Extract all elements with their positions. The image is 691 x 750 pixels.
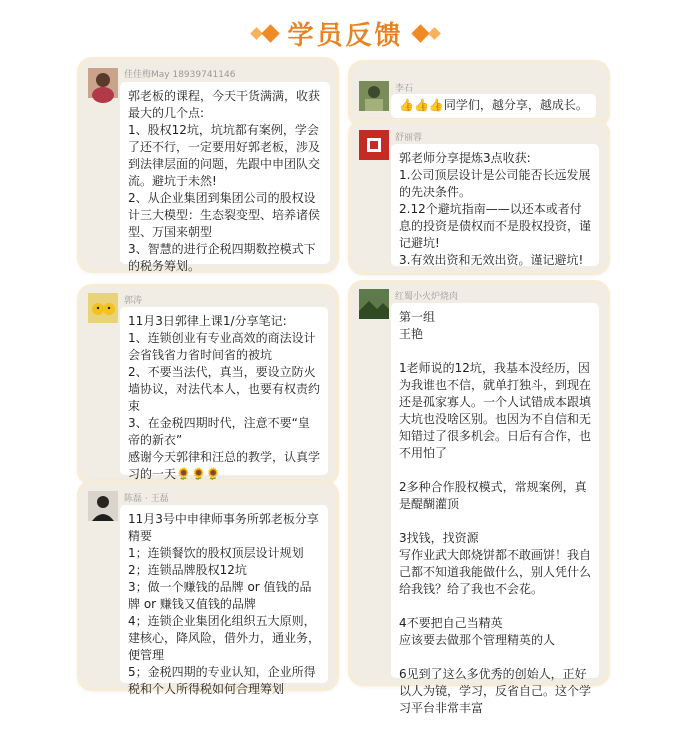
user-name: 李石 <box>395 84 414 94</box>
message-bubble: 👍👍👍同学们，越分享，越成长。 <box>391 94 596 118</box>
page-title: 学员反馈 <box>287 20 404 51</box>
feedback-card-6 <box>80 483 336 696</box>
user-name: 陈磊 · 王磊 <box>124 494 169 504</box>
message-bubble: 11月3号中申律师事务所郭老板分享精要 1；连锁餐饮的股权顶层设计规划 2；连锁品牌股权12坑 3；做一个赚钱的品牌 or 值钱的品牌 or 赚钱又值钱的品牌 4；连锁企业集团化组织五大原则，建核心，降风险，借外力，通业务，便管理 5；金税四期的专业认知，企业所得税和个人所得税如何合理筹划 <box>120 505 328 683</box>
page-header <box>0 0 691 66</box>
avatar <box>359 130 389 160</box>
avatar <box>359 289 389 319</box>
feedback-card-5 <box>351 283 607 715</box>
message-bubble: 11月3日郭律上课1/分享笔记: 1、连锁创业有专业高效的商法设计会省钱省力省时间省的被坑 2、不要当法代，真当，要设立防火墙协议，对法代本人，也要有权责约束 3、在金税四期时代，注意不要“皇帝的新衣” 感谢今天郭律和汪总的教学，认真学习的一天🌻🌻🌻 <box>120 307 328 475</box>
feedback-card-3 <box>351 122 607 272</box>
feedback-card-4 <box>80 287 336 482</box>
user-name: 舒丽蓉 <box>395 133 423 143</box>
message-bubble: 第一组 王艳 1老师说的12坑，我基本没经历，因为我谁也不信，就单打独斗，到现在还是孤家寡人。一个人试错成本跟填大坑也没啥区别。也因为不自信和无知错过了很多机会。日后有合作，也不用怕了 2多种合作股权模式，常规案例，真是醍醐灌顶 3找钱，找资源 写作业武大郎烧饼都不敢画饼！我自己都不知道我能做什么，别人凭什么给我钱？给了我也不会花。 4不要把自己当精英 应该要去做那个管理精英的人 6见到了这么多优秀的创始人，正好以人为镜，学习，反省自己。这个学习平台非常丰富 <box>391 303 599 678</box>
user-name: 红蜀小火炉烧肉 <box>395 292 459 302</box>
user-name: 佳佳梅May 18939741146 <box>124 70 236 80</box>
avatar <box>88 491 118 521</box>
user-name: 郭涛 <box>124 296 143 306</box>
feedback-card-2 <box>351 63 607 125</box>
message-bubble: 郭老师分享提炼3点收获: 1.公司顶层设计是公司能否长远发展的先决条件。 2.12个避坑指南——以还本或者付息的投资是债权而不是股权投资，谨记避坑! 3.有效出资和无效出资。谨记避坑! <box>391 144 599 266</box>
right-diamond-decoration <box>414 27 439 40</box>
message-bubble: 郭老板的课程，今天干货满满，收获最大的几个点: 1、股权12坑，坑坑都有案例，学会了还不行，一定要用好郭老板，涉及到法律层面的问题，先跟中申团队交流。避坑于未然! 2、从企业集团到集团公司的股权设计三大模型：生态裂变型、培养诸侯型、万国来朝型 3、智慧的进行企税四期数控模式下的税务筹划。 <box>120 82 330 264</box>
avatar <box>359 81 389 111</box>
left-diamond-decoration <box>252 27 277 40</box>
avatar <box>88 68 118 98</box>
feedback-card-1 <box>80 60 336 273</box>
avatar <box>88 293 118 323</box>
